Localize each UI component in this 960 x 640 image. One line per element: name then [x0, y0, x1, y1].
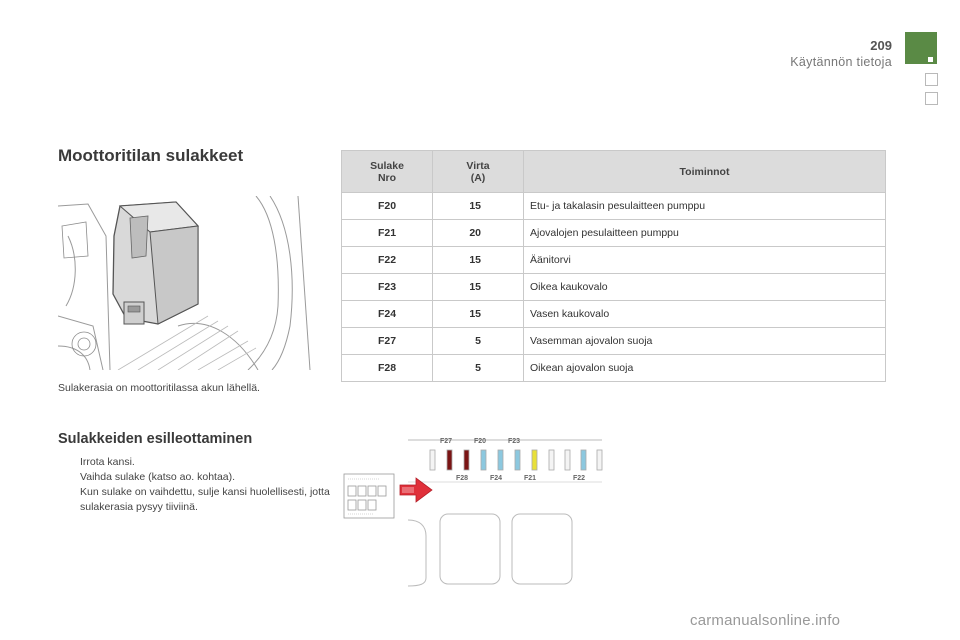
page-title: Moottoritilan sulakkeet — [58, 146, 244, 165]
table-row — [342, 247, 886, 274]
fuse-function: Ajovalojen pesulaitteen pumppu — [524, 220, 886, 247]
list-item: Vaihda sulake (katso ao. kohtaa). — [80, 471, 236, 483]
fuse-f28 — [464, 450, 469, 470]
table-row — [342, 301, 886, 328]
fuse-number: F20 — [342, 193, 433, 220]
table-row — [342, 328, 886, 355]
fuse-label: F21 — [524, 475, 537, 482]
watermark: carmanualsonline.info — [690, 612, 841, 629]
table-row — [342, 355, 886, 382]
section-tab[interactable] — [925, 73, 938, 86]
table-row — [342, 274, 886, 301]
fuse-layout-diagram — [340, 432, 605, 587]
fuse-amperage: 15 — [433, 247, 524, 274]
list-item: Kun sulake on vaihdettu, sulje kansi huolellisesti, jotta sulakerasia pysyy tiiviinä. — [80, 486, 330, 513]
fuse-function: Oikea kaukovalo — [524, 274, 886, 301]
fuse-label: F22 — [573, 475, 586, 482]
fuse-label: F23 — [508, 438, 521, 445]
fuse-function: Vasen kaukovalo — [524, 301, 886, 328]
fuse-function: Etu- ja takalasin pesulaitteen pumppu — [524, 193, 886, 220]
header-functions: Toiminnot — [524, 151, 886, 193]
fuse-amperage: 15 — [433, 193, 524, 220]
fuse-label: F28 — [456, 475, 469, 482]
fuse-table — [341, 150, 886, 382]
figure-caption: Sulakerasia on moottoritilassa akun lähellä. — [58, 382, 260, 394]
fuse-number: F27 — [342, 328, 433, 355]
list-item: Irrota kansi. — [80, 456, 135, 468]
fuse-function: Oikean ajovalon suoja — [524, 355, 886, 382]
table-header-row — [342, 151, 886, 193]
header-amperage: Virta (A) — [433, 151, 524, 193]
table-row — [342, 220, 886, 247]
fuse-number: F28 — [342, 355, 433, 382]
section-tab[interactable] — [925, 92, 938, 105]
page-number: 209 — [870, 38, 892, 53]
fuse-f23 — [515, 450, 520, 470]
fuse-amperage: 5 — [433, 328, 524, 355]
fuse-label: F20 — [474, 438, 487, 445]
fuse-f21 — [532, 450, 537, 470]
fuse-number: F21 — [342, 220, 433, 247]
fuse-function: Vasemman ajovalon suoja — [524, 328, 886, 355]
header-fuse-number: Sulake Nro — [342, 151, 433, 193]
fuse-number: F24 — [342, 301, 433, 328]
fuse-function: Äänitorvi — [524, 247, 886, 274]
tab-indicator-dot — [928, 57, 933, 62]
fuse-f24 — [498, 450, 503, 470]
engine-compartment-illustration — [58, 196, 320, 370]
fuse-amperage: 5 — [433, 355, 524, 382]
fuse-number: F22 — [342, 247, 433, 274]
fuse-label: F24 — [490, 475, 503, 482]
fuse-label: F27 — [440, 438, 453, 445]
table-row — [342, 193, 886, 220]
fuse-amperage: 15 — [433, 274, 524, 301]
fuse-f20 — [481, 450, 486, 470]
section-title: Käytännön tietoja — [790, 55, 892, 69]
fuse-number: F23 — [342, 274, 433, 301]
removal-steps — [60, 455, 340, 515]
fuse-amperage: 20 — [433, 220, 524, 247]
fuse-amperage: 15 — [433, 301, 524, 328]
fuse-f22 — [581, 450, 586, 470]
fuse-f27 — [447, 450, 452, 470]
removal-heading: Sulakkeiden esilleottaminen — [58, 431, 253, 447]
